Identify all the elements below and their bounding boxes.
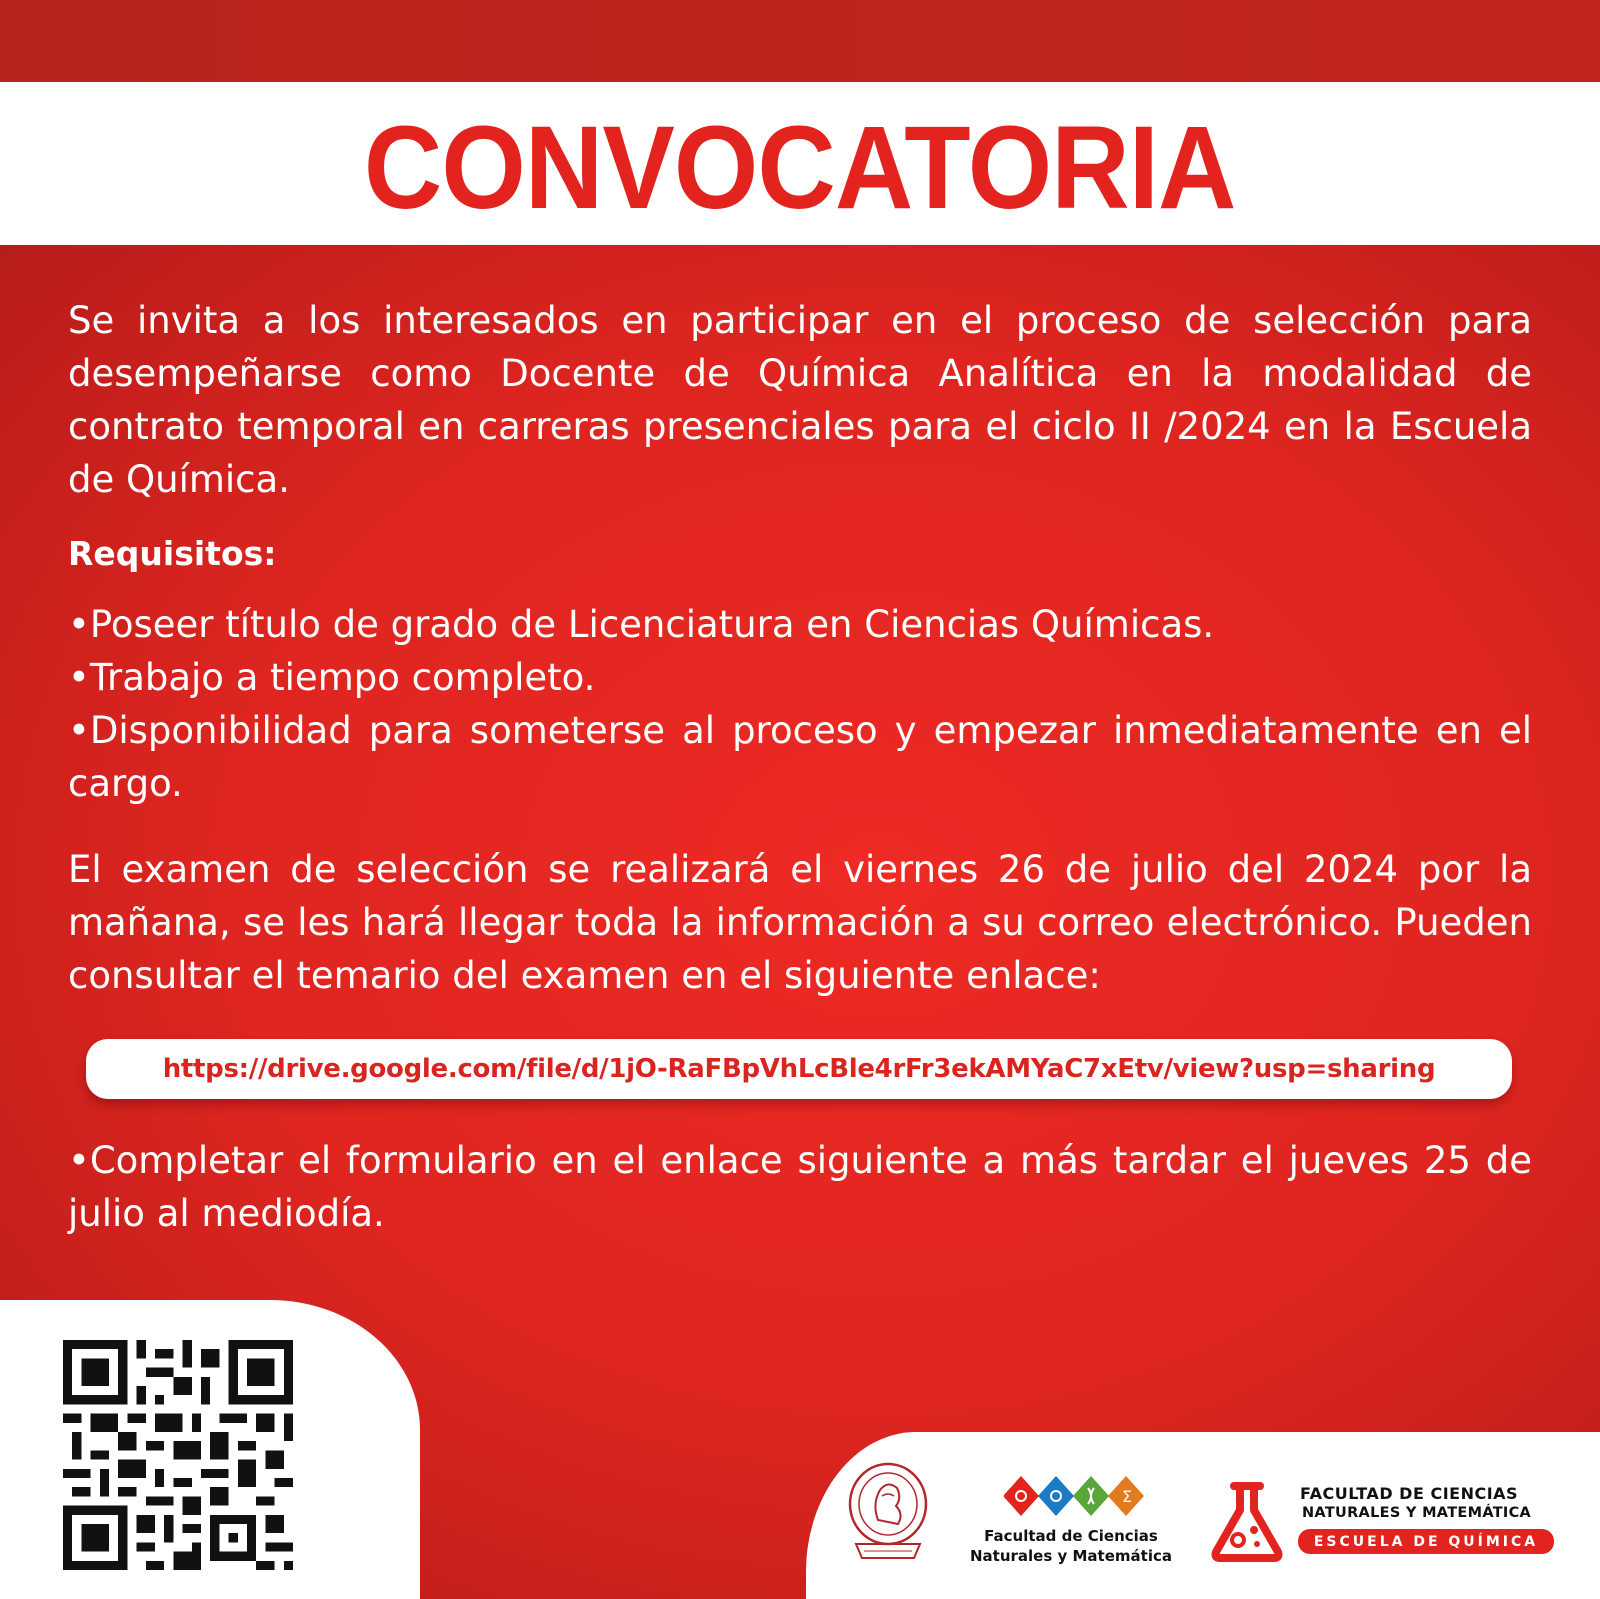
form-deadline-note: •Completar el formulario en el enlace siguiente a más tardar el jueves 25 de julio al mediodía. [68, 1139, 1532, 1235]
school-faculty-line2: NATURALES Y MATEMÁTICA [1302, 1505, 1532, 1521]
requirements-heading: Requisitos: [68, 534, 277, 573]
exam-paragraph: El examen de selección se realizará el viernes 26 de julio del 2024 por la mañana, se les hará llegar toda la información a su correo electrónico. Pueden consultar el temario del examen en el siguiente enlace: [68, 848, 1532, 997]
qr-code-icon[interactable] [63, 1340, 293, 1570]
requirement-item: •Trabajo a tiempo completo. [68, 656, 596, 699]
syllabus-link-box[interactable] [86, 1039, 1512, 1099]
requirement-item: •Poseer título de grado de Licenciatura en Ciencias Químicas. [68, 603, 1215, 646]
page-title: CONVOCATORIA [364, 101, 1236, 234]
faculty-name-line1: Facultad de Ciencias [984, 1527, 1158, 1545]
faculty-name-line2: Naturales y Matemática [970, 1547, 1172, 1565]
university-seal-icon [842, 1458, 934, 1568]
school-badge-label: ESCUELA DE QUÍMICA [1313, 1533, 1539, 1550]
flask-icon [1210, 1480, 1284, 1562]
requirements-list [68, 598, 1532, 810]
faculty-diamonds-icon [1004, 1474, 1144, 1518]
school-badge [1298, 1529, 1554, 1554]
school-faculty-line1: FACULTAD DE CIENCIAS [1300, 1484, 1519, 1503]
requirement-item: •Disponibilidad para someterse al proceso y empezar inmediatamente en el cargo. [68, 709, 1532, 805]
top-red-strip [0, 0, 1600, 82]
syllabus-link[interactable]: https://drive.google.com/file/d/1jO-RaFBpVhLcBle4rFr3ekAMYaC7xEtv/view?usp=sharing [162, 1054, 1436, 1084]
svg-text:Σ: Σ [1122, 1487, 1133, 1506]
faculty-name [958, 1526, 1184, 1566]
title-band [0, 82, 1600, 245]
intro-paragraph: Se invita a los interesados en participar en el proceso de selección para desempeñarse como Docente de Química Analítica en la modalidad de contrato temporal en carreras presenciales para el ciclo II /2024 en la Escuela de Química. [68, 299, 1532, 501]
